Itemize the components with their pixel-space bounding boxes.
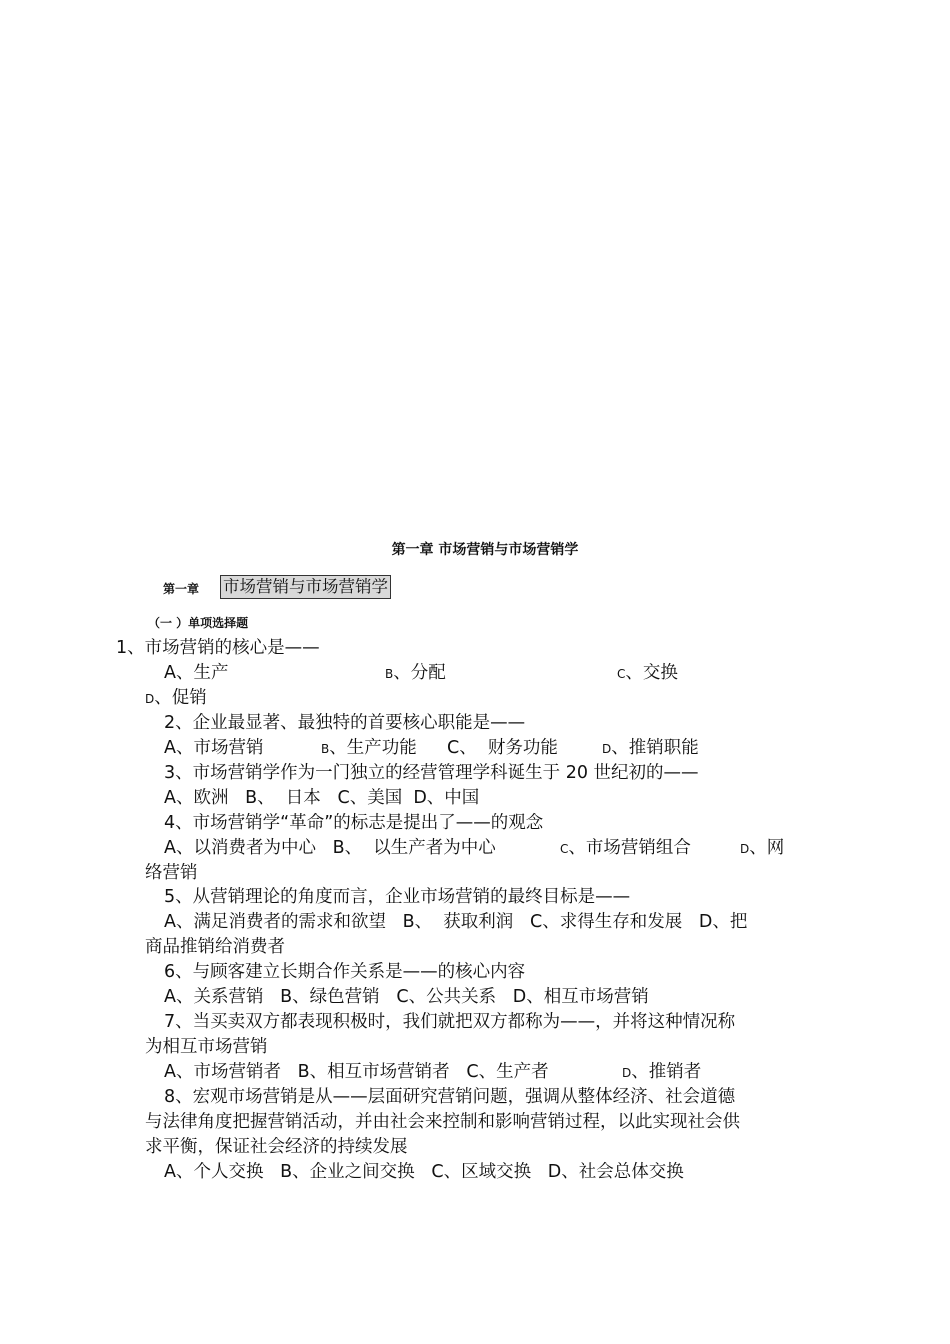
chapter-title-box: 市场营销与市场营销学 [220, 575, 391, 599]
option-letter: D [622, 1066, 632, 1080]
question-1-option-c [617, 662, 678, 685]
question-2-option-a: A、市场营销 [164, 738, 264, 758]
question-2-option-d [602, 737, 699, 760]
question-4-continuation: 络营销 [145, 863, 198, 883]
page-title: 第一章 市场营销与市场营销学 [391, 542, 579, 558]
chapter-label: 第一章 [163, 582, 200, 596]
question-2-option-c: C、 财务功能 [447, 738, 558, 758]
question-1-stem: 1、市场营销的核心是—— [116, 638, 320, 658]
question-3-options: A、欧洲 B、 日本 C、美国 D、中国 [164, 788, 480, 808]
question-8-options: A、个人交换 B、企业之间交换 C、区域交换 D、社会总体交换 [164, 1162, 684, 1182]
option-text: 、推销者 [631, 1062, 702, 1082]
question-7-options-abc: A、市场营销者 B、相互市场营销者 C、生产者 [164, 1062, 549, 1082]
question-2-stem: 2、企业最显著、最独特的首要核心职能是—— [164, 713, 526, 733]
option-text: 、市场营销组合 [568, 838, 691, 858]
question-6-stem: 6、与顾客建立长期合作关系是——的核心内容 [164, 962, 526, 982]
option-text: 、推销职能 [611, 738, 699, 758]
question-8-continuation-1: 与法律角度把握营销活动，并由社会来控制和影响营销过程，以此实现社会供 [145, 1112, 740, 1132]
option-letter: B [321, 742, 330, 756]
question-1-option-a: A、生产 [164, 663, 229, 683]
section-heading: （一 ）单项选择题 [148, 616, 249, 630]
question-8-stem: 8、宏观市场营销是从——层面研究营销问题，强调从整体经济、社会道德 [164, 1087, 736, 1107]
question-5-options: A、满足消费者的需求和欲望 B、 获取利润 C、求得生存和发展 D、把 [164, 912, 748, 932]
option-letter: D [602, 742, 612, 756]
question-7-stem: 7、当买卖双方都表现积极时，我们就把双方都称为——，并将这种情况称 [164, 1012, 736, 1032]
option-text: 、生产功能 [329, 738, 417, 758]
option-text: 、促销 [154, 688, 207, 708]
question-3-stem: 3、市场营销学作为一门独立的经营管理学科诞生于 20 世纪初的—— [164, 763, 699, 783]
question-1-option-b [385, 662, 446, 685]
question-6-options: A、关系营销 B、绿色营销 C、公共关系 D、相互市场营销 [164, 987, 649, 1007]
option-letter: D [740, 842, 750, 856]
option-letter: C [617, 667, 626, 681]
question-4-stem: 4、市场营销学“革命”的标志是提出了——的观念 [164, 813, 544, 833]
question-1-option-d [145, 687, 207, 710]
question-7-continuation: 为相互市场营销 [145, 1037, 268, 1057]
option-text: 、网 [749, 838, 785, 858]
question-5-continuation: 商品推销给消费者 [145, 937, 285, 957]
question-4-option-d [740, 837, 784, 860]
question-8-continuation-2: 求平衡，保证社会经济的持续发展 [145, 1137, 408, 1157]
option-text: 、交换 [625, 663, 678, 683]
question-5-stem: 5、从营销理论的角度而言，企业市场营销的最终目标是—— [164, 887, 631, 907]
option-letter: C [560, 842, 569, 856]
option-text: 、分配 [393, 663, 446, 683]
question-4-option-c [560, 837, 691, 860]
question-7-option-d [622, 1061, 701, 1084]
option-letter: D [145, 692, 155, 706]
option-letter: B [385, 667, 394, 681]
question-4-options-ab: A、以消费者为中心 B、 以生产者为中心 [164, 838, 496, 858]
question-2-option-b [321, 737, 417, 760]
